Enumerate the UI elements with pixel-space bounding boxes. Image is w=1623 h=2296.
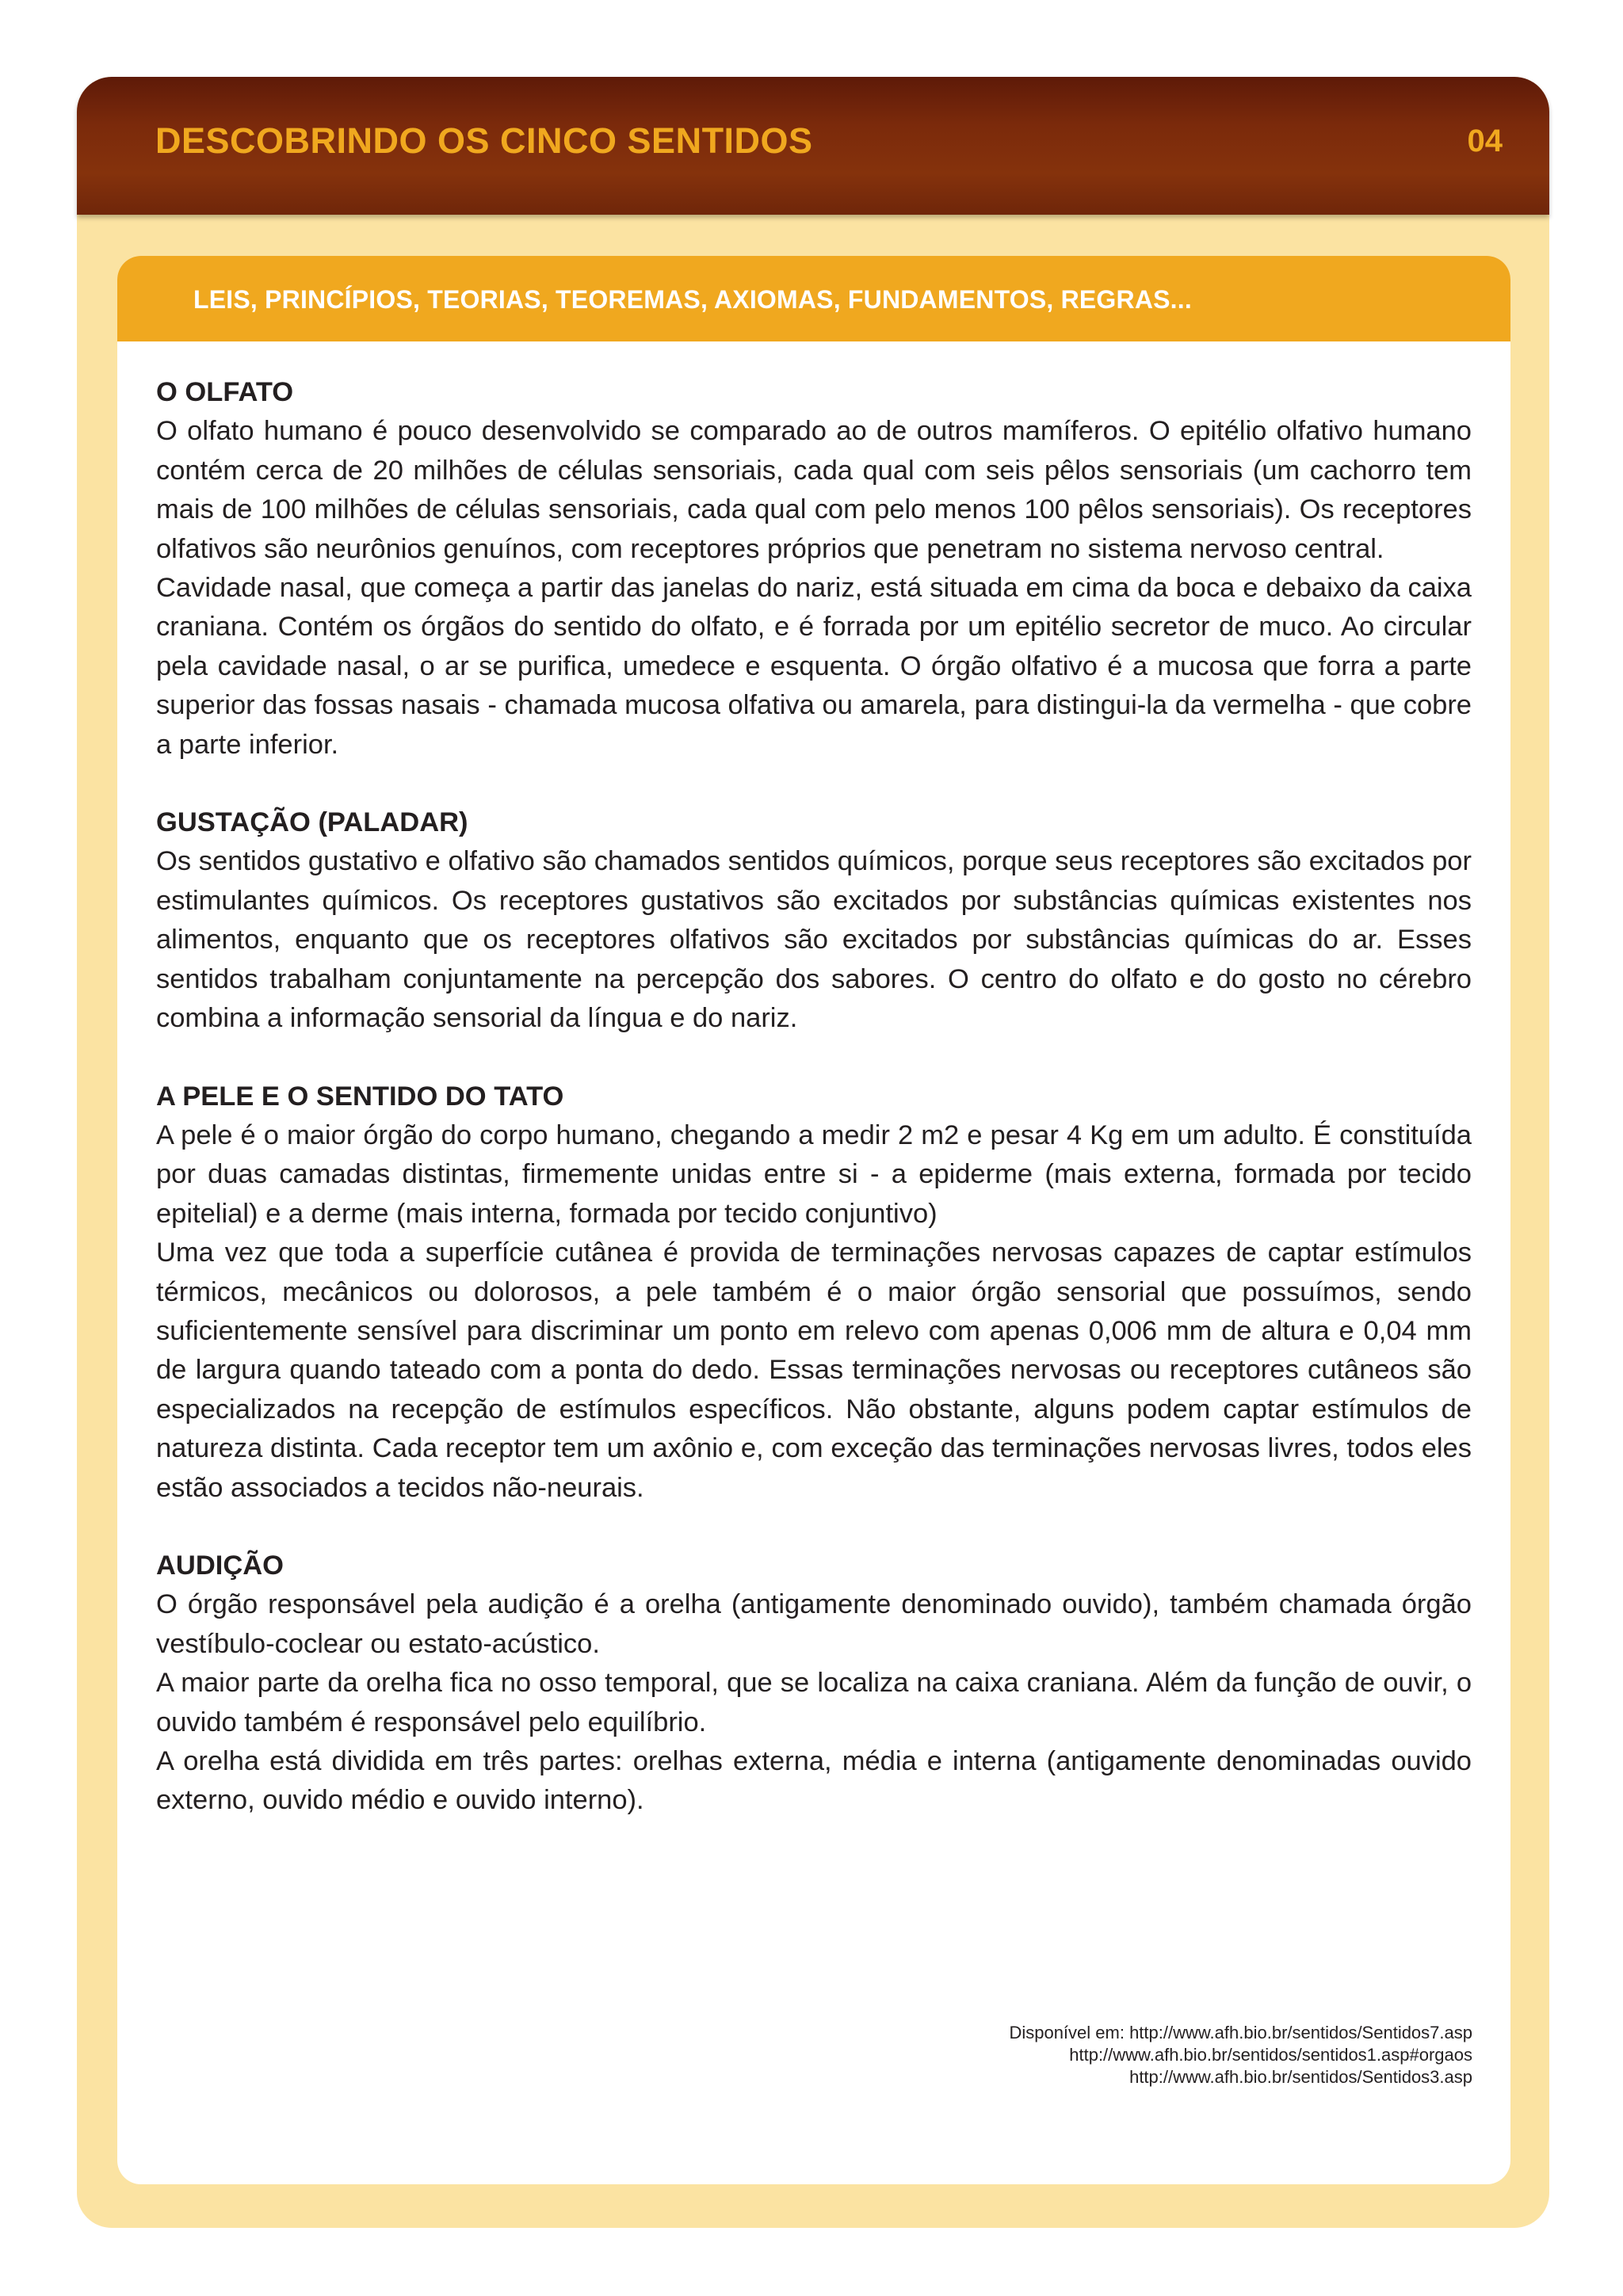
section-gustacao bbox=[156, 803, 1472, 1038]
paragraph: Uma vez que toda a superfície cutânea é provida de terminações nervosas capazes de captar estímulos térmicos, mecânicos ou dolorosos, a pele também é o maior órgão sensorial que possuímos, sendo suficientemente sensível para discriminar um ponto em relevo com apenas 0,006 mm de altura e 0,04 mm de largura quando tateado com a ponta do dedo. Essas terminações nervosas ou receptores cutâneos são especializados na recepção de estímulos específicos. Não obstante, alguns podem captar estímulos de natureza distinta. Cada receptor tem um axônio e, com exceção das terminações nervosas livres, todos eles estão associados a tecidos não-neurais. bbox=[156, 1238, 1472, 1503]
paragraph: A orelha está dividida em três partes: orelhas externa, média e interna (antigamente denominadas ouvido externo, ouvido médio e ouvido interno). bbox=[156, 1746, 1472, 1816]
section-audicao bbox=[156, 1547, 1472, 1821]
source-line: http://www.afh.bio.br/sentidos/Sentidos3.asp bbox=[1129, 2067, 1472, 2087]
section-title: AUDIÇÃO bbox=[156, 1550, 284, 1581]
section-title: O OLFATO bbox=[156, 377, 294, 407]
section-olfato bbox=[156, 373, 1472, 765]
page-title: DESCOBRINDO OS CINCO SENTIDOS bbox=[155, 120, 813, 161]
paragraph: Cavidade nasal, que começa a partir das janelas do nariz, está situada em cima da boca e debaixo da caixa craniana. Contém os órgãos do sentido do olfato, e é forrada por um epitélio secretor de muco. Ao circular pela cavidade nasal, o ar se purifica, umedece e esquenta. O órgão olfativo é a mucosa que forra a parte superior das fossas nasais - chamada mucosa olfativa ou amarela, para distingui-la da vermelha - que cobre a parte inferior. bbox=[156, 573, 1472, 760]
paragraph: A maior parte da orelha fica no osso temporal, que se localiza na caixa craniana. Além da função de ouvir, o ouvido também é responsável pelo equilíbrio. bbox=[156, 1668, 1472, 1737]
subtitle: LEIS, PRINCÍPIOS, TEORIAS, TEOREMAS, AXIOMAS, FUNDAMENTOS, REGRAS... bbox=[193, 285, 1192, 314]
paragraph: Os sentidos gustativo e olfativo são chamados sentidos químicos, porque seus receptores são excitados por estimulantes químicos. Os receptores gustativos são excitados por substâncias químicas existentes nos alimentos, enquanto que os receptores olfativos são excitados por substâncias químicas do ar. Esses sentidos trabalham conjuntamente na percepção dos sabores. O centro do olfato e do gosto no cérebro combina a informação sensorial da língua e do nariz. bbox=[156, 846, 1472, 1034]
article-body bbox=[156, 373, 1472, 1859]
source-references bbox=[1009, 2022, 1472, 2088]
source-line: http://www.afh.bio.br/sentidos/sentidos1.asp#orgaos bbox=[1069, 2045, 1472, 2065]
section-pele-tato bbox=[156, 1077, 1472, 1508]
section-title: GUSTAÇÃO (PALADAR) bbox=[156, 807, 468, 838]
paragraph: A pele é o maior órgão do corpo humano, chegando a medir 2 m2 e pesar 4 Kg em um adulto. É constituída por duas camadas distintas, firmemente unidas entre si - a epiderme (mais externa, formada por tecido epitelial) e a derme (mais interna, formada por tecido conjuntivo) bbox=[156, 1119, 1472, 1229]
source-line: Disponível em: http://www.afh.bio.br/sentidos/Sentidos7.asp bbox=[1009, 2023, 1472, 2042]
section-title: A PELE E O SENTIDO DO TATO bbox=[156, 1081, 564, 1112]
paragraph: O olfato humano é pouco desenvolvido se comparado ao de outros mamíferos. O epitélio olfativo humano contém cerca de 20 milhões de células sensoriais, cada qual com seis pêlos sensoriais (um cachorro tem mais de 100 milhões de células sensoriais, cada qual com pelo menos 100 pêlos sensoriais). Os receptores olfativos são neurônios genuínos, com receptores próprios que penetram no sistema nervoso central. bbox=[156, 416, 1472, 564]
page-number: 04 bbox=[1467, 124, 1503, 158]
paragraph: O órgão responsável pela audição é a orelha (antigamente denominado ouvido), também chamada órgão vestíbulo-coclear ou estato-acústico. bbox=[156, 1589, 1472, 1659]
